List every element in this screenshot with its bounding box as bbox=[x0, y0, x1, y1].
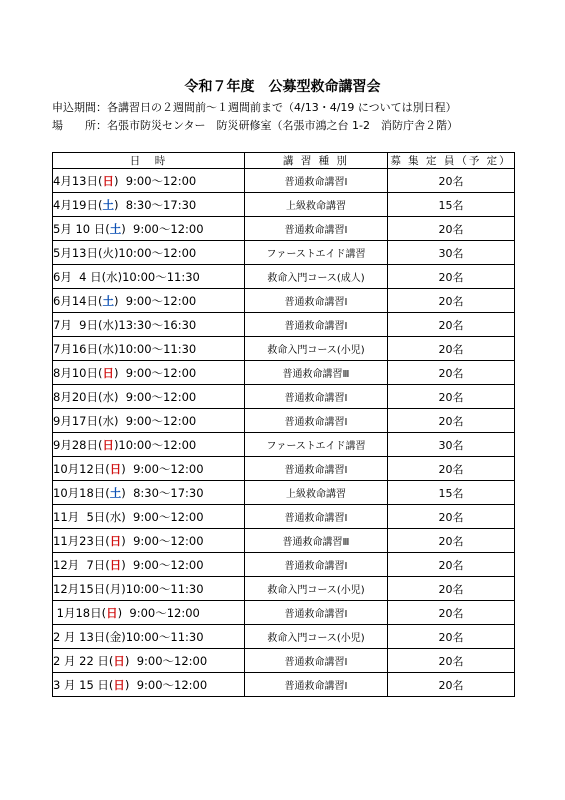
time-range: )10:00～11:30 bbox=[113, 341, 197, 356]
weekday: 日 bbox=[106, 605, 118, 620]
session-datetime bbox=[53, 481, 245, 505]
time-range: ) 9:00～12:00 bbox=[113, 389, 197, 404]
weekday: 日 bbox=[109, 557, 122, 572]
table-row bbox=[53, 553, 515, 577]
application-period-line: 申込期間：各講習日の２週間前～１週間前まで（4/13・4/19 については別日程） bbox=[52, 101, 457, 114]
capacity: 20名 bbox=[388, 409, 515, 433]
date-prefix: 11月 5日( bbox=[53, 509, 110, 524]
course-type: 普通救命講習Ⅰ bbox=[245, 217, 388, 241]
table-row bbox=[53, 433, 515, 457]
course-type: 救命入門コース(小児) bbox=[245, 625, 388, 649]
date-prefix: 1月18日( bbox=[53, 605, 107, 620]
table-row bbox=[53, 361, 515, 385]
time-range: ) 9:00～12:00 bbox=[124, 677, 208, 692]
date-prefix: 7月16日( bbox=[53, 341, 103, 356]
capacity: 15名 bbox=[388, 481, 515, 505]
time-range: ) 8:30～17:30 bbox=[113, 197, 197, 212]
date-prefix: 5月13日( bbox=[53, 245, 103, 260]
weekday: 土 bbox=[102, 293, 114, 308]
table-header-row bbox=[53, 153, 515, 169]
table-row bbox=[53, 193, 515, 217]
weekday: 金 bbox=[109, 629, 122, 644]
weekday: 水 bbox=[102, 317, 114, 332]
session-datetime bbox=[53, 361, 245, 385]
capacity: 20名 bbox=[388, 649, 515, 673]
time-range: )10:00～12:00 bbox=[113, 437, 197, 452]
time-range: )10:00～11:30 bbox=[121, 581, 204, 596]
session-datetime bbox=[53, 265, 245, 289]
table-row bbox=[53, 409, 515, 433]
time-range: ) 8:30～17:30 bbox=[121, 485, 204, 500]
course-type: 救命入門コース(小児) bbox=[245, 577, 388, 601]
table-row bbox=[53, 673, 515, 697]
weekday: 日 bbox=[109, 533, 122, 548]
capacity: 20名 bbox=[388, 289, 515, 313]
weekday: 水 bbox=[102, 389, 114, 404]
time-range: ) 9:00～12:00 bbox=[121, 533, 204, 548]
date-prefix: 8月10日( bbox=[53, 365, 103, 380]
session-datetime bbox=[53, 553, 245, 577]
table-row bbox=[53, 289, 515, 313]
course-type: 普通救命講習Ⅰ bbox=[245, 553, 388, 577]
table-row bbox=[53, 601, 515, 625]
page-title: 令和７年度 公募型救命講習会 bbox=[184, 79, 381, 95]
date-prefix: 6月 4 日( bbox=[53, 269, 107, 284]
table-row bbox=[53, 505, 515, 529]
capacity: 20名 bbox=[388, 601, 515, 625]
weekday: 水 bbox=[109, 509, 122, 524]
time-range: ) 9:00～12:00 bbox=[121, 509, 204, 524]
session-datetime bbox=[53, 409, 245, 433]
date-prefix: 2 月 13日( bbox=[53, 629, 110, 644]
capacity: 20名 bbox=[388, 265, 515, 289]
schedule-body bbox=[53, 169, 515, 697]
date-prefix: 10月12日( bbox=[53, 461, 110, 476]
table-row bbox=[53, 169, 515, 193]
session-datetime bbox=[53, 505, 245, 529]
date-prefix: 7月 9日( bbox=[53, 317, 103, 332]
table-row bbox=[53, 577, 515, 601]
table-row bbox=[53, 625, 515, 649]
weekday: 月 bbox=[109, 581, 122, 596]
table-row bbox=[53, 265, 515, 289]
time-range: ) 9:00～12:00 bbox=[117, 605, 200, 620]
table-row bbox=[53, 385, 515, 409]
time-range: ) 9:00～12:00 bbox=[124, 653, 208, 668]
session-datetime bbox=[53, 193, 245, 217]
weekday: 日 bbox=[102, 173, 114, 188]
capacity: 20名 bbox=[388, 457, 515, 481]
weekday: 土 bbox=[109, 221, 122, 236]
date-prefix: 8月20日( bbox=[53, 389, 103, 404]
session-datetime bbox=[53, 337, 245, 361]
session-datetime bbox=[53, 649, 245, 673]
header-course-type: 講 習 種 別 bbox=[245, 153, 388, 169]
date-prefix: 11月23日( bbox=[53, 533, 110, 548]
weekday: 土 bbox=[102, 197, 114, 212]
session-datetime bbox=[53, 241, 245, 265]
course-type: 上級救命講習 bbox=[245, 193, 388, 217]
course-type: 普通救命講習Ⅰ bbox=[245, 409, 388, 433]
date-prefix: 12月15日( bbox=[53, 581, 110, 596]
session-datetime bbox=[53, 577, 245, 601]
capacity: 30名 bbox=[388, 241, 515, 265]
weekday: 水 bbox=[102, 413, 114, 428]
capacity: 20名 bbox=[388, 217, 515, 241]
capacity: 20名 bbox=[388, 673, 515, 697]
course-type: 普通救命講習Ⅰ bbox=[245, 289, 388, 313]
time-range: ) 9:00～12:00 bbox=[121, 461, 204, 476]
date-prefix: 10月18日( bbox=[53, 485, 110, 500]
session-datetime bbox=[53, 433, 245, 457]
weekday: 日 bbox=[102, 365, 114, 380]
date-prefix: 9月17日( bbox=[53, 413, 103, 428]
weekday: 日 bbox=[109, 461, 122, 476]
session-datetime bbox=[53, 673, 245, 697]
capacity: 20名 bbox=[388, 385, 515, 409]
time-range: )13:30～16:30 bbox=[113, 317, 197, 332]
session-datetime bbox=[53, 313, 245, 337]
course-type: 普通救命講習Ⅰ bbox=[245, 649, 388, 673]
course-type: 普通救命講習Ⅰ bbox=[245, 601, 388, 625]
course-type: 普通救命講習Ⅲ bbox=[245, 529, 388, 553]
time-range: ) 9:00～12:00 bbox=[113, 413, 197, 428]
weekday: 水 bbox=[106, 269, 118, 284]
date-prefix: 12月 7日( bbox=[53, 557, 110, 572]
capacity: 20名 bbox=[388, 361, 515, 385]
session-datetime bbox=[53, 457, 245, 481]
time-range: ) 9:00～12:00 bbox=[121, 221, 204, 236]
capacity: 20名 bbox=[388, 529, 515, 553]
table-row bbox=[53, 529, 515, 553]
session-datetime bbox=[53, 289, 245, 313]
course-type: 救命入門コース(成人) bbox=[245, 265, 388, 289]
date-prefix: 2 月 22 日( bbox=[53, 653, 114, 668]
session-datetime bbox=[53, 601, 245, 625]
session-datetime bbox=[53, 529, 245, 553]
weekday: 水 bbox=[102, 341, 114, 356]
time-range: ) 9:00～12:00 bbox=[113, 293, 197, 308]
time-range: )10:00～11:30 bbox=[121, 629, 204, 644]
session-datetime bbox=[53, 217, 245, 241]
capacity: 20名 bbox=[388, 337, 515, 361]
session-datetime bbox=[53, 625, 245, 649]
capacity: 15名 bbox=[388, 193, 515, 217]
capacity: 20名 bbox=[388, 577, 515, 601]
capacity: 20名 bbox=[388, 505, 515, 529]
course-type: ファーストエイド講習 bbox=[245, 433, 388, 457]
table-row bbox=[53, 481, 515, 505]
capacity: 20名 bbox=[388, 313, 515, 337]
course-type: 普通救命講習Ⅲ bbox=[245, 361, 388, 385]
date-prefix: 4月13日( bbox=[53, 173, 103, 188]
date-prefix: 3 月 15 日( bbox=[53, 677, 114, 692]
weekday: 日 bbox=[113, 653, 125, 668]
table-row bbox=[53, 649, 515, 673]
weekday: 日 bbox=[113, 677, 125, 692]
time-range: ) 9:00～12:00 bbox=[113, 365, 197, 380]
time-range: )10:00～11:30 bbox=[117, 269, 200, 284]
date-prefix: 5月 10 日( bbox=[53, 221, 110, 236]
time-range: )10:00～12:00 bbox=[113, 245, 197, 260]
course-type: 普通救命講習Ⅰ bbox=[245, 673, 388, 697]
time-range: ) 9:00～12:00 bbox=[113, 173, 197, 188]
table-row bbox=[53, 457, 515, 481]
table-row bbox=[53, 217, 515, 241]
course-type: 救命入門コース(小児) bbox=[245, 337, 388, 361]
capacity: 20名 bbox=[388, 169, 515, 193]
date-prefix: 4月19日( bbox=[53, 197, 103, 212]
course-type: 普通救命講習Ⅰ bbox=[245, 457, 388, 481]
course-type: 普通救命講習Ⅰ bbox=[245, 169, 388, 193]
time-range: ) 9:00～12:00 bbox=[121, 557, 204, 572]
capacity: 20名 bbox=[388, 625, 515, 649]
date-prefix: 9月28日( bbox=[53, 437, 103, 452]
weekday: 火 bbox=[102, 245, 114, 260]
weekday: 土 bbox=[109, 485, 122, 500]
course-type: 上級救命講習 bbox=[245, 481, 388, 505]
course-type: 普通救命講習Ⅰ bbox=[245, 313, 388, 337]
session-datetime bbox=[53, 169, 245, 193]
course-type: 普通救命講習Ⅰ bbox=[245, 505, 388, 529]
session-datetime bbox=[53, 385, 245, 409]
header-capacity: 募 集 定 員（予 定） bbox=[388, 153, 515, 169]
schedule-table bbox=[52, 152, 515, 697]
table-row bbox=[53, 313, 515, 337]
table-row bbox=[53, 337, 515, 361]
table-row bbox=[53, 241, 515, 265]
header-datetime: 日 時 bbox=[53, 153, 245, 169]
course-type: 普通救命講習Ⅰ bbox=[245, 385, 388, 409]
course-type: ファーストエイド講習 bbox=[245, 241, 388, 265]
date-prefix: 6月14日( bbox=[53, 293, 103, 308]
venue-line: 場 所：名張市防災センター 防災研修室（名張市鴻之台 1-2 消防庁舎２階） bbox=[52, 119, 459, 132]
weekday: 日 bbox=[102, 437, 114, 452]
capacity: 20名 bbox=[388, 553, 515, 577]
capacity: 30名 bbox=[388, 433, 515, 457]
